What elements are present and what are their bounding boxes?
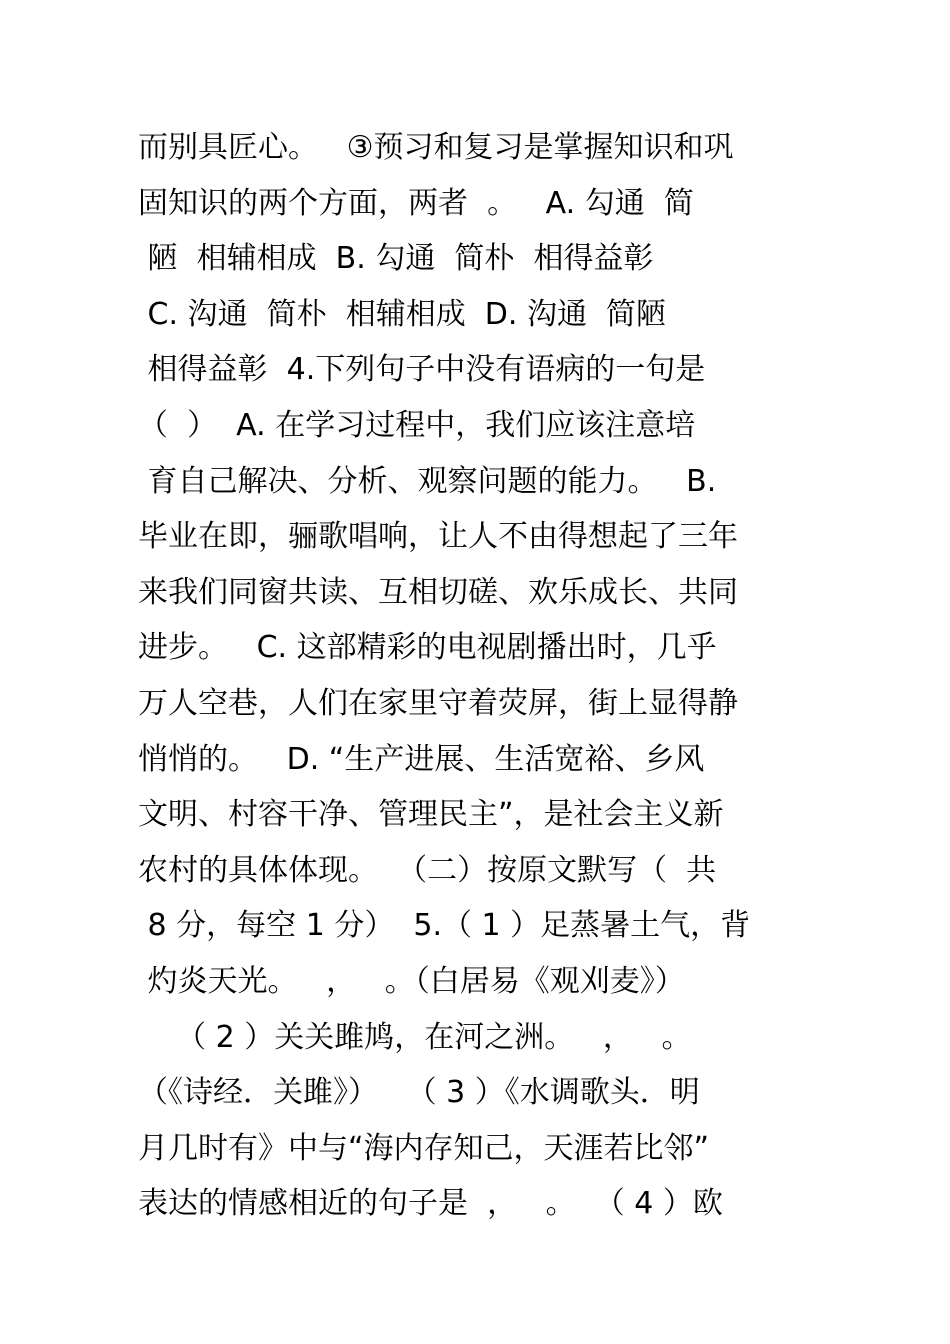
- text-line: （ ） A. 在学习过程中，我们应该注意培: [138, 407, 696, 443]
- text-line: 陋 相辅相成 B. 勾通 简朴 相得益彰: [138, 241, 654, 277]
- document-text: [138, 120, 814, 1232]
- text-line: 而别具匠心。 ③预习和复习是掌握知识和巩: [138, 130, 734, 165]
- text-line: 万人空巷，人们在家里守着荧屏，街上显得静: [138, 685, 738, 721]
- text-line: 农村的具体体现。 （二）按原文默写（ 共: [138, 852, 717, 888]
- text-line: 相得益彰 4.下列句子中没有语病的一句是: [138, 352, 706, 388]
- text-line: （ 2 ）关关雎鸠，在河之洲。 ， 。: [138, 1019, 692, 1055]
- text-line: 表达的情感相近的句子是 ， 。 （ 4 ）欧: [138, 1186, 723, 1222]
- text-line: 来我们同窗共读、互相切磋、欢乐成长、共同: [138, 574, 738, 610]
- text-line: 文明、村容干净、管理民主”，是社会主义新: [138, 797, 724, 833]
- text-line: 育自己解决、分析、观察问题的能力。 B.: [138, 463, 717, 499]
- text-line: 灼炎天光。 ， 。（白居易《观刈麦》）: [138, 963, 685, 999]
- text-line: 月几时有》中与“海内存知己，天涯若比邻”: [138, 1130, 710, 1166]
- text-line: 毕业在即，骊歌唱响，让人不由得想起了三年: [138, 519, 738, 555]
- text-line: 进步。 C. 这部精彩的电视剧播出时，几乎: [138, 630, 717, 666]
- text-line: 悄悄的。 D. “生产进展、生活宽裕、乡风: [138, 741, 705, 777]
- text-line: （《诗经．关雎》） （ 3 ）《水调歌头．明: [138, 1075, 700, 1111]
- text-line: 固知识的两个方面，两者 。 A. 勾通 简: [138, 185, 694, 221]
- text-line: C. 沟通 简朴 相辅相成 D. 沟通 简陋: [138, 296, 667, 332]
- text-line: 8 分，每空 1 分） 5.（ 1 ）足蒸暑土气，背: [138, 908, 751, 944]
